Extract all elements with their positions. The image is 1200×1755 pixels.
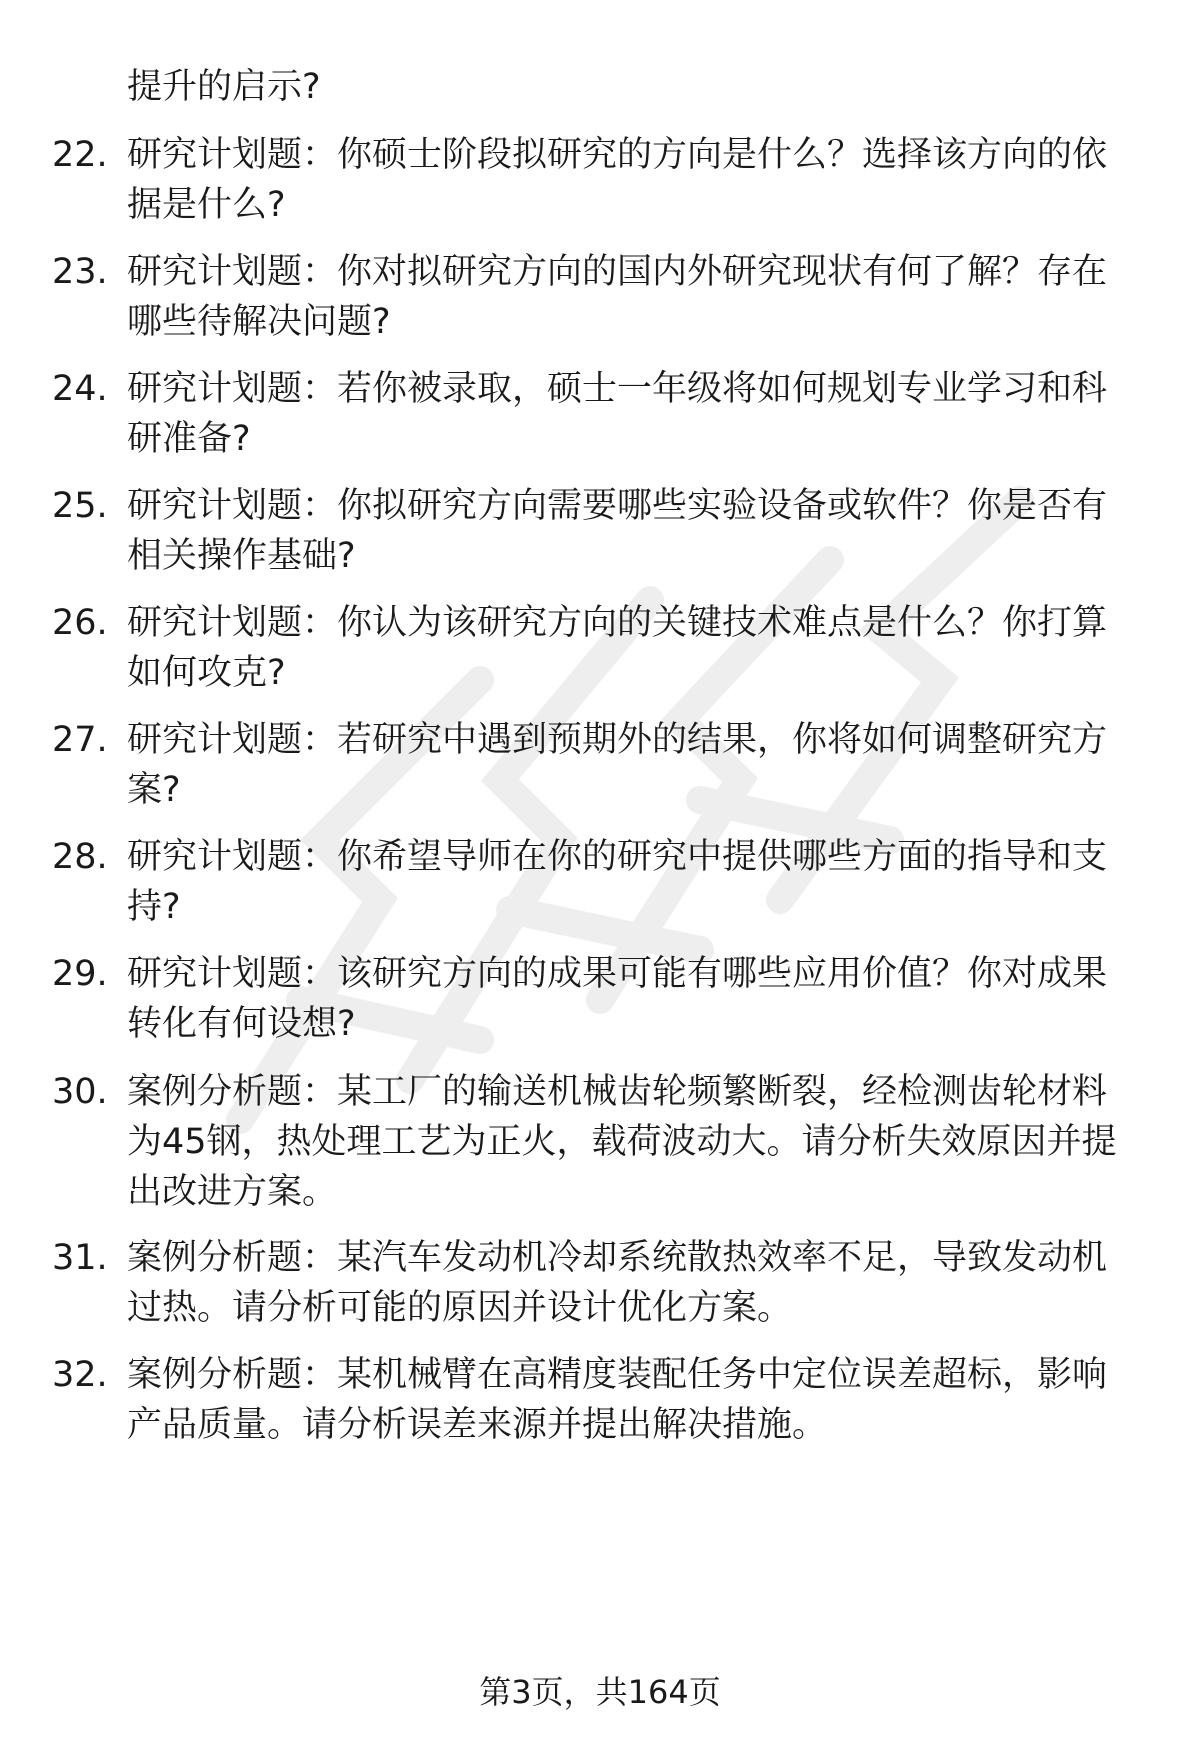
question-number: 31. (52, 1238, 108, 1278)
question-number: 25. (52, 486, 108, 526)
question-text: 研究计划题：你认为该研究方向的关键技术难点是什么？你打算 如何攻克? (127, 603, 1108, 693)
question-text: 案例分析题：某机械臂在高精度装配任务中定位误差超标，影响 产品质量。请分析误差来源并提出解决措施。 (127, 1355, 1108, 1445)
question-text: 研究计划题：你拟研究方向需要哪些实验设备或软件？你是否有 相关操作基础? (127, 486, 1108, 576)
question-text: 案例分析题：某汽车发动机冷却系统散热效率不足，导致发动机 过热。请分析可能的原因并设计优化方案。 (127, 1238, 1108, 1328)
question-text: 案例分析题：某工厂的输送机械齿轮频繁断裂，经检测齿轮材料 为45钢，热处理工艺为正火，载荷波动大。请分析失效原因并提 出改进方案。 (127, 1072, 1117, 1212)
question-text: 研究计划题：该研究方向的成果可能有哪些应用价值？你对成果 转化有何设想? (127, 954, 1108, 1044)
question-text: 研究计划题：若你被录取，硕士一年级将如何规划专业学习和科 研准备? (127, 369, 1108, 459)
question-number: 29. (52, 954, 108, 994)
question-text: 研究计划题：你对拟研究方向的国内外研究现状有何了解？存在 哪些待解决问题? (127, 252, 1108, 342)
question-number: 24. (52, 369, 108, 409)
question-number: 23. (52, 252, 108, 292)
question-text: 研究计划题：你硕士阶段拟研究的方向是什么？选择该方向的依 据是什么? (127, 135, 1108, 225)
page-footer: 第3页，共164页 (479, 1673, 721, 1711)
question-text: 研究计划题：若研究中遇到预期外的结果，你将如何调整研究方 案? (127, 720, 1108, 810)
continued-question-text: 提升的启示? (127, 67, 321, 107)
question-text: 研究计划题：你希望导师在你的研究中提供哪些方面的指导和支 持? (127, 837, 1108, 927)
question-number: 30. (52, 1072, 108, 1112)
question-number: 22. (52, 135, 108, 175)
question-number: 32. (52, 1355, 108, 1395)
question-number: 27. (52, 720, 108, 760)
question-number: 26. (52, 603, 108, 643)
question-number: 28. (52, 837, 108, 877)
